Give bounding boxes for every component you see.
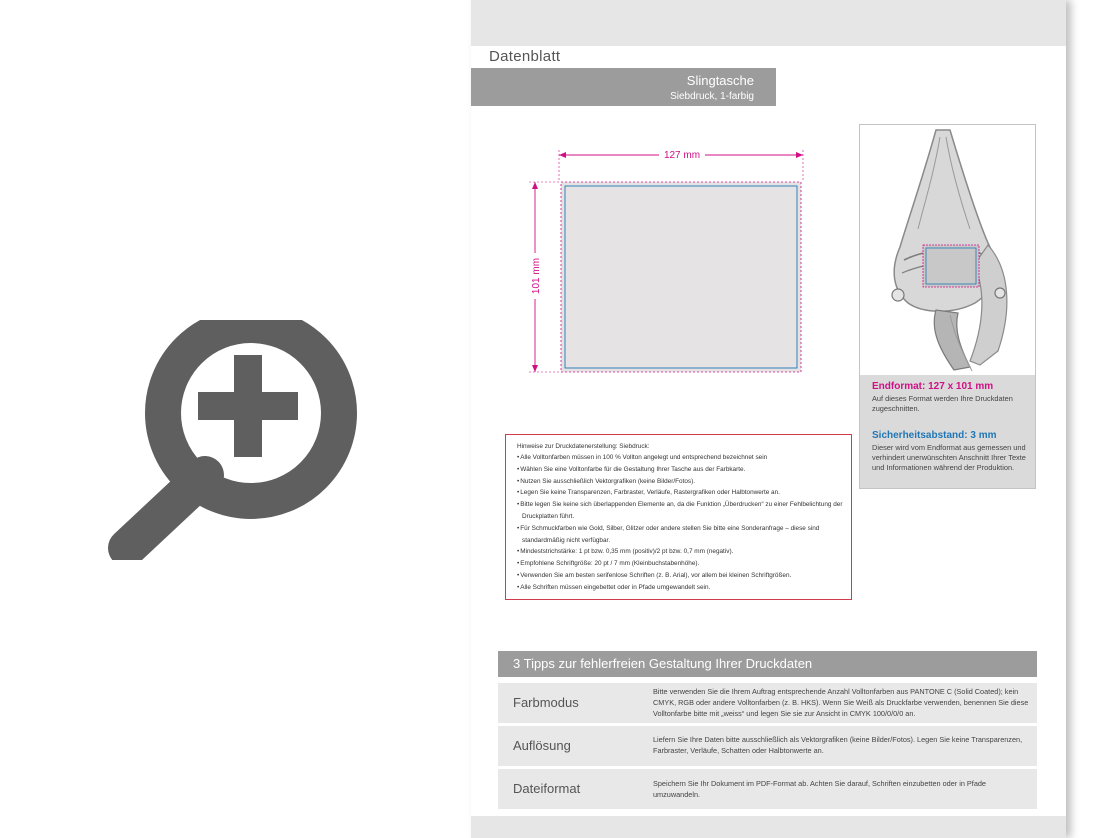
safety-margin-text: Dieser wird vom Endformat aus gemessen und verhindert unerwünschten Anschnitt Ihrer Texte und Informationen während der Produktion. bbox=[872, 443, 1026, 472]
tip-row-dateiformat bbox=[498, 769, 1037, 809]
height-label: 101 mm bbox=[531, 257, 542, 295]
doc-label: Datenblatt bbox=[471, 46, 591, 68]
print-notes-box bbox=[505, 434, 852, 600]
safety-margin-title: Sicherheitsabstand: 3 mm bbox=[872, 430, 997, 441]
sheet-header bbox=[471, 0, 1066, 46]
tips-header: 3 Tipps zur fehlerfreien Gestaltung Ihrer Druckdaten bbox=[498, 651, 1037, 677]
notes-list bbox=[517, 452, 843, 594]
sheet-footer bbox=[471, 816, 1066, 838]
notes-title: Hinweise zur Druckdatenerstellung: Siebdruck: bbox=[517, 443, 650, 450]
tip-label: Dateiformat bbox=[513, 781, 581, 796]
list-item: • Alle Volltonfarben müssen in 100 % Vollton angelegt und entsprechend bezeichnet sein bbox=[517, 452, 843, 464]
list-item: • Für Schmuckfarben wie Gold, Silber, Glitzer oder andere stellen Sie bitte eine Sonderanfrage – diese sind standardmäßig nicht verfügbar. bbox=[517, 523, 843, 547]
tip-row-aufloesung bbox=[498, 726, 1037, 766]
tip-text: Liefern Sie Ihre Daten bitte ausschließlich als Vektorgrafiken (keine Bilder/Fotos). Legen Sie keine Transparenzen, Farbraster, Verläufe, Schatten oder Halbtonwerte an. bbox=[653, 735, 1023, 755]
list-item: • Legen Sie keine Transparenzen, Farbraster, Verläufe, Rastergrafiken oder Halbtonwerte an. bbox=[517, 487, 843, 499]
list-item: • Bitte legen Sie keine sich überlappenden Elemente an, da die Funktion „Überdrucken“ zu einer Fehlbelichtung der Druckplatten führt. bbox=[517, 499, 843, 523]
width-label: 127 mm bbox=[663, 150, 701, 161]
sling-bag-image bbox=[860, 125, 1035, 375]
product-preview bbox=[859, 124, 1036, 489]
preview-info bbox=[860, 375, 1035, 488]
tip-label: Farbmodus bbox=[513, 695, 579, 710]
tip-text: Bitte verwenden Sie die Ihrem Auftrag entsprechende Anzahl Volltonfarben aus PANTONE C (Solid Coated); kein CMYK, RGB oder andere Volltonfarben (z. B. HKS). Wenn Sie Weiß als Druckfarbe verwenden, benennen Sie diese Volltonfarbe bitte mit „weiss“ und legen Sie sie zur Ansicht in CMYK 100/0/0/0 an. bbox=[653, 687, 1029, 718]
tip-text: Speichern Sie Ihr Dokument im PDF-Format ab. Achten Sie darauf, Schriften einzubetten oder in Pfade umzuwandeln. bbox=[653, 779, 986, 799]
tip-label: Auflösung bbox=[513, 738, 571, 753]
endformat-text: Auf dieses Format werden Ihre Druckdaten zugeschnitten. bbox=[872, 394, 1013, 413]
zoom-in-icon[interactable] bbox=[105, 320, 365, 560]
list-item: • Empfohlene Schriftgröße: 20 pt / 7 mm (Kleinbuchstabenhöhe). bbox=[517, 558, 843, 570]
product-subtitle: Siebdruck, 1-farbig bbox=[670, 91, 754, 102]
print-area-drawing bbox=[523, 145, 813, 380]
product-bar bbox=[471, 68, 776, 106]
endformat-title: Endformat: 127 x 101 mm bbox=[872, 381, 994, 392]
tip-row-farbmodus bbox=[498, 683, 1037, 723]
product-name: Slingtasche bbox=[686, 73, 754, 88]
list-item: • Nutzen Sie ausschließlich Vektorgrafiken (keine Bilder/Fotos). bbox=[517, 476, 843, 488]
list-item: • Mindeststrichstärke: 1 pt bzw. 0,35 mm (positiv)/2 pt bzw. 0,7 mm (negativ). bbox=[517, 546, 843, 558]
list-item: • Verwenden Sie am besten serifenlose Schriften (z. B. Arial), vor allem bei kleinen Schriftgrößen. bbox=[517, 570, 843, 582]
list-item: • Wählen Sie eine Volltonfarbe für die Gestaltung Ihrer Tasche aus der Farbkarte. bbox=[517, 464, 843, 476]
list-item: • Alle Schriften müssen eingebettet oder in Pfade umgewandelt sein. bbox=[517, 582, 843, 594]
